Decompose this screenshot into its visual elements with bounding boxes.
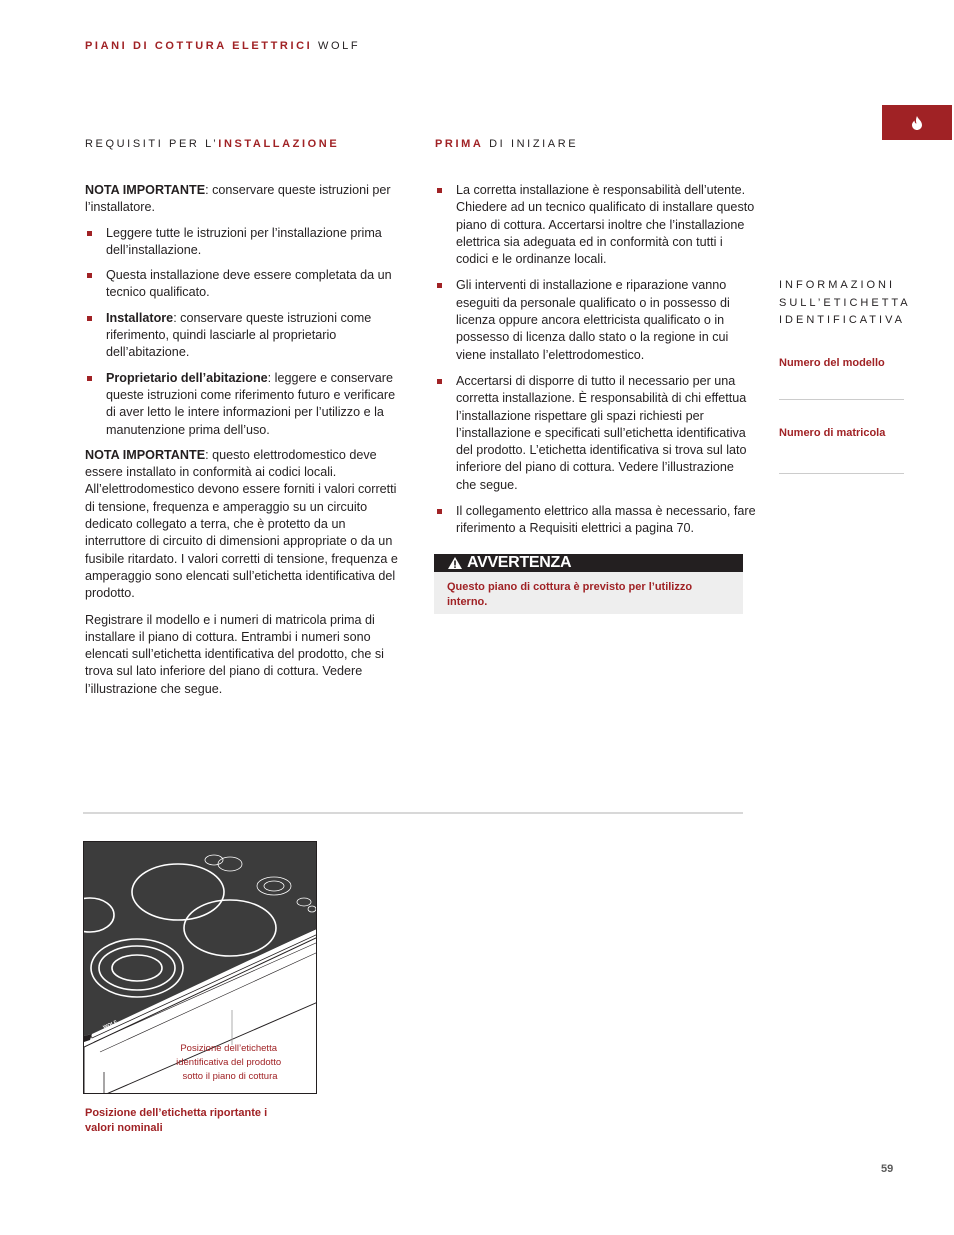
sidebar-title-line: INFORMAZIONI [779,279,896,291]
list-item [85,370,405,439]
bullet-bold: Proprietario dell’abitazione [106,370,268,385]
callout-line: sotto il piano di cottura [182,1071,278,1082]
list-item: Accertarsi di disporre di tutto il necessario per una corretta installazione. È responsabilità di chi effettua l’installazione rispettare gli spazi richiesti per l’installazione e specificati sull’etichetta identificativa del prodotto. L’etichetta identificativa si trova sul lato inferiore del piano di cottura. Vedere l’illustrazione che segue. [435,373,757,494]
warning-triangle-icon [448,557,462,569]
sidebar-title [779,277,911,330]
model-number-label: Numero del modello [779,357,885,369]
illustration-caption [85,1106,267,1136]
cooktop-illustration [83,841,317,1094]
left-column [85,182,405,698]
middle-title-bold: PRIMA [435,138,484,150]
bullet-text: : conservare queste istruzioni come riferimento, quindi lasciarle al proprietario dell’abitazione. [106,310,372,360]
note2-text: : questo elettrodomestico deve essere installato in conformità ai codici locali. All’elettrodomestico devono essere forniti i valori corretti di tensione, frequenza e amperaggio su un circuito dedicato collegato a terra, che è protetto da un interruttore di circuito di dimensioni appropriate o da un fusibile ritardato. I valori corretti di tensione, frequenza e amperaggio sono elencati sull’etichetta identificativa del prodotto. [85,447,398,601]
middle-section-title [435,138,578,150]
serial-number-field[interactable] [779,473,904,474]
warning-box [434,554,743,614]
flame-icon [911,116,923,130]
brand-logo: WOLF [102,1019,119,1031]
caption-line: Posizione dell’etichetta riportante i [85,1107,268,1119]
divider [83,812,743,814]
list-item [85,267,405,302]
middle-title-regular: DI INIZIARE [483,138,579,150]
serial-number-label: Numero di matricola [779,427,886,439]
register-paragraph: Registrare il modello e i numeri di matricola prima di installare il piano di cottura. Entrambi i numeri sono elencati sull’etichetta identificativa del prodotto, che si trova sul lato inferiore del piano di cottura. Vedere l’illustrazione che segue. [85,612,384,696]
left-section-title [85,138,339,150]
left-title-bold: INSTALLAZIONE [218,138,340,150]
caption-line: valori nominali [85,1122,163,1134]
warning-text: Questo piano di cottura è previsto per l’utilizzo interno. [447,581,693,608]
list-item [85,225,405,260]
note1-label: NOTA IMPORTANTE [85,183,206,197]
bullet-text: : leggere e conservare queste istruzioni come riferimento futuro e verificare di aver letto le intere informazioni per l’utilizzo e la manutenzione prima dell’uso. [106,370,396,437]
cooktop-drawing [84,842,317,1094]
important-note-2 [85,447,405,603]
running-header [85,40,360,52]
header-brand: WOLF [312,40,361,52]
callout-line: identificativa del prodotto [176,1057,282,1068]
model-number-field[interactable] [779,399,904,400]
sidebar-title-line: IDENTIFICATIVA [779,314,905,326]
left-title-regular: REQUISITI PER L’ [85,138,219,150]
section-tab[interactable] [882,105,952,140]
page-number: 59 [881,1163,894,1175]
list-item: Gli interventi di installazione e riparazione vanno eseguiti da personale qualificato o in possesso di licenza oppure ancora elettricista qualificato o in possesso di licenza dallo stato o la regione in cui viene installato l’elettrodomestico. [435,277,757,363]
important-note-1 [85,182,405,217]
label-location-callout [176,1043,284,1082]
list-item: Il collegamento elettrico alla massa è necessario, fare riferimento a Requisiti elettrici a pagina 70. [435,503,757,538]
warning-header [434,554,743,572]
middle-bullet-list [435,182,757,538]
note2-label: NOTA IMPORTANTE [85,447,206,462]
sidebar-title-line: SULL’ETICHETTA [779,296,911,309]
bullet-text: Leggere tutte le istruzioni per l’installazione prima dell’installazione. [106,225,382,257]
header-title: PIANI DI COTTURA ELETTRICI [85,40,313,52]
list-item: La corretta installazione è responsabilità dell’utente. Chiedere ad un tecnico qualificato di installare questo piano di cottura. Accertarsi inoltre che l’installazione elettrica sia adeguata ed in conformità con tutti i codici e le ordinanze locali. [435,182,757,268]
bullet-text: Questa installazione deve essere completata da un tecnico qualificato. [106,268,392,300]
bullet-bold: Installatore [106,310,174,325]
middle-column [435,182,757,538]
callout-line: Posizione dell’etichetta [180,1043,278,1054]
warning-title: AVVERTENZA [467,554,572,571]
list-item [85,310,405,362]
note1-text: : conservare queste istruzioni per l’installatore. [85,183,391,215]
left-bullet-list [85,225,405,439]
